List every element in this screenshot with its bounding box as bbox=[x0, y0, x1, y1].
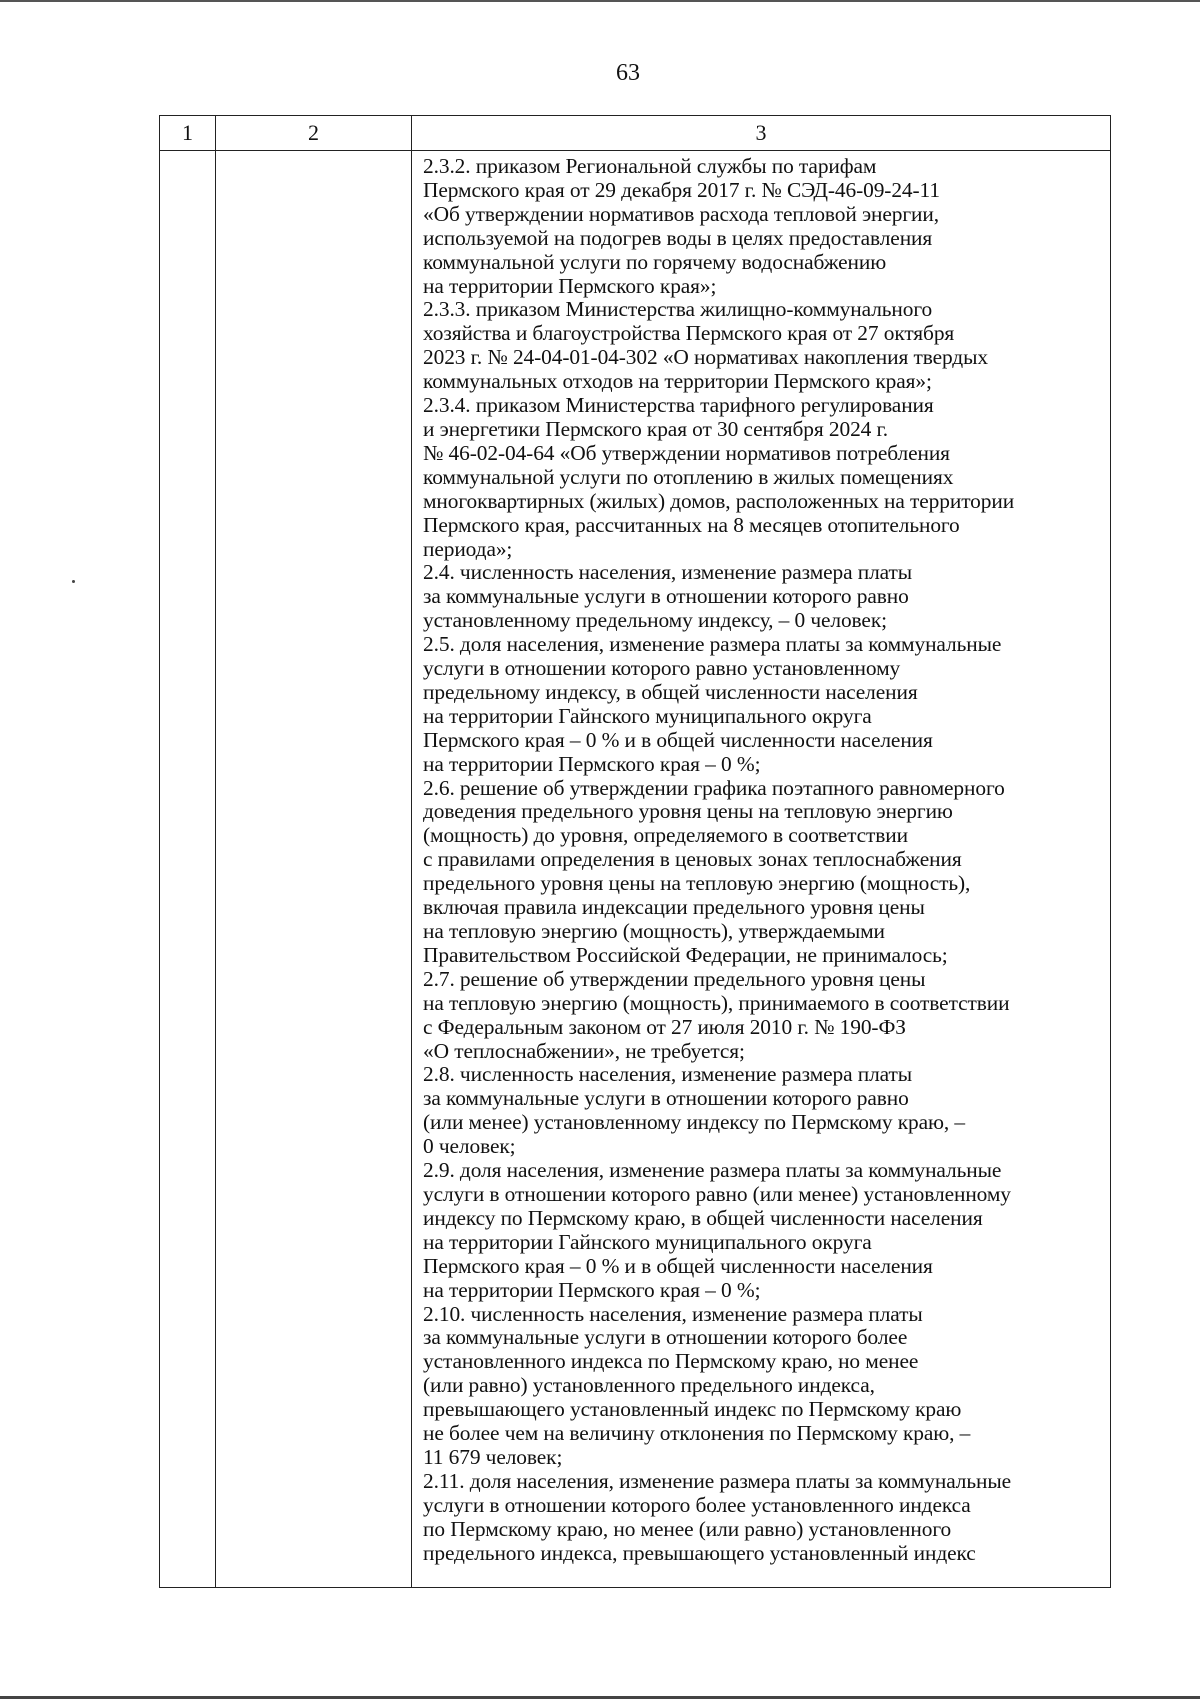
col-3-text-block bbox=[412, 151, 1110, 1565]
text-line: 2.8. численность населения, изменение размера платы bbox=[423, 1062, 913, 1087]
text-line: коммунальных отходов на территории Пермского края»; bbox=[423, 369, 932, 394]
text-line: за коммунальные услуги в отношении которого более bbox=[423, 1325, 908, 1350]
text-line: с Федеральным законом от 27 июля 2010 г. № 190-ФЗ bbox=[423, 1014, 906, 1039]
text-line: 2.3.3. приказом Министерства жилищно-коммунального bbox=[423, 297, 933, 322]
text-line: 0 человек; bbox=[423, 1134, 516, 1159]
column-header-2: 2 bbox=[216, 116, 412, 151]
text-line: на территории Пермского края – 0 %; bbox=[423, 751, 761, 776]
cell-col-3 bbox=[412, 151, 1111, 1588]
text-line: используемой на подогрев воды в целях предоставления bbox=[423, 225, 933, 250]
text-line: услуги в отношении которого более установленного индекса bbox=[423, 1492, 971, 1517]
text-line: 11 679 человек; bbox=[423, 1444, 563, 1469]
text-line: Правительством Российской Федерации, не принималось; bbox=[423, 942, 948, 967]
text-line: 2.7. решение об утверждении предельного уровня цены bbox=[423, 966, 926, 991]
text-line: услуги в отношении которого равно (или менее) установленному bbox=[423, 1181, 1011, 1206]
document-table bbox=[159, 115, 1111, 1588]
text-line: Пермского края – 0 % и в общей численности населения bbox=[423, 727, 933, 752]
text-line: на территории Пермского края»; bbox=[423, 273, 717, 298]
text-line: Пермского края, рассчитанных на 8 месяцев отопительного bbox=[423, 512, 960, 537]
text-line: услуги в отношении которого равно установленному bbox=[423, 656, 901, 681]
text-line: 2.9. доля населения, изменение размера платы за коммунальные bbox=[423, 1158, 1002, 1183]
text-line: превышающего установленный индекс по Пермскому краю bbox=[423, 1397, 962, 1422]
text-line: за коммунальные услуги в отношении которого равно bbox=[423, 1086, 909, 1111]
text-line: предельному индексу, в общей численности населения bbox=[423, 679, 918, 704]
text-line: предельного индекса, превышающего установленный индекс bbox=[423, 1540, 976, 1565]
text-line: доведения предельного уровня цены на тепловую энергию bbox=[423, 799, 953, 824]
text-line: 2023 г. № 24-04-01-04-302 «О нормативах накопления твердых bbox=[423, 345, 988, 370]
text-line: предельного уровня цены на тепловую энергию (мощность), bbox=[423, 871, 971, 896]
text-line: за коммунальные услуги в отношении которого равно bbox=[423, 584, 909, 609]
text-line: на территории Гайнского муниципального округа bbox=[423, 703, 872, 728]
text-line: 2.3.4. приказом Министерства тарифного регулирования bbox=[423, 393, 934, 418]
text-line: с правилами определения в ценовых зонах теплоснабжения bbox=[423, 847, 962, 872]
text-line: Пермского края от 29 декабря 2017 г. № СЭД-46-09-24-11 bbox=[423, 177, 940, 202]
text-line: 2.4. численность населения, изменение размера платы bbox=[423, 560, 913, 585]
text-line: установленному предельному индексу, – 0 человек; bbox=[423, 608, 887, 633]
text-line: на территории Пермского края – 0 %; bbox=[423, 1277, 761, 1302]
text-line: (или равно) установленного предельного индекса, bbox=[423, 1373, 875, 1398]
text-line: хозяйства и благоустройства Пермского края от 27 октября bbox=[423, 321, 955, 346]
column-header-1: 1 bbox=[160, 116, 216, 151]
text-line: 2.11. доля населения, изменение размера платы за коммунальные bbox=[423, 1468, 1012, 1493]
text-line: № 46-02-04-64 «Об утверждении нормативов потребления bbox=[423, 440, 950, 465]
text-line: 2.10. численность населения, изменение размера платы bbox=[423, 1301, 923, 1326]
column-header-3: 3 bbox=[412, 116, 1111, 151]
text-line: на тепловую энергию (мощность), принимаемого в соответствии bbox=[423, 990, 1010, 1015]
text-line: (мощность) до уровня, определяемого в соответствии bbox=[423, 823, 908, 848]
table-header-row bbox=[160, 116, 1111, 151]
text-line: 2.5. доля населения, изменение размера платы за коммунальные bbox=[423, 632, 1002, 657]
text-line: индексу по Пермскому краю, в общей численности населения bbox=[423, 1205, 983, 1230]
text-line: установленного индекса по Пермскому краю, но менее bbox=[423, 1349, 919, 1374]
text-line: «Об утверждении нормативов расхода тепловой энергии, bbox=[423, 201, 939, 226]
text-line: многоквартирных (жилых) домов, расположенных на территории bbox=[423, 488, 1015, 513]
text-line: на тепловую энергию (мощность), утверждаемыми bbox=[423, 919, 885, 943]
scan-top-edge bbox=[0, 0, 1200, 2]
text-line: и энергетики Пермского края от 30 сентября 2024 г. bbox=[423, 416, 889, 441]
text-line: по Пермскому краю, но менее (или равно) установленного bbox=[423, 1516, 952, 1541]
page-number: 63 bbox=[616, 60, 640, 86]
text-line: периода»; bbox=[423, 536, 513, 561]
scan-speck bbox=[72, 580, 75, 583]
text-line: Пермского края – 0 % и в общей численности населения bbox=[423, 1253, 933, 1278]
text-line: 2.6. решение об утверждении графика поэтапного равномерного bbox=[423, 775, 1005, 800]
cell-col-2 bbox=[216, 151, 412, 1588]
text-line: коммунальной услуги по горячему водоснабжению bbox=[423, 249, 887, 274]
text-line: не более чем на величину отклонения по Пермскому краю, – bbox=[423, 1421, 971, 1446]
text-line: на территории Гайнского муниципального округа bbox=[423, 1229, 872, 1254]
cell-col-1 bbox=[160, 151, 216, 1588]
text-line: включая правила индексации предельного уровня цены bbox=[423, 895, 925, 920]
text-line: (или менее) установленному индексу по Пермскому краю, – bbox=[423, 1110, 966, 1135]
table-row bbox=[160, 151, 1111, 1588]
text-line: 2.3.2. приказом Региональной службы по тарифам bbox=[423, 154, 877, 178]
text-line: «О теплоснабжении», не требуется; bbox=[423, 1038, 745, 1063]
text-line: коммунальной услуги по отоплению в жилых помещениях bbox=[423, 464, 954, 489]
